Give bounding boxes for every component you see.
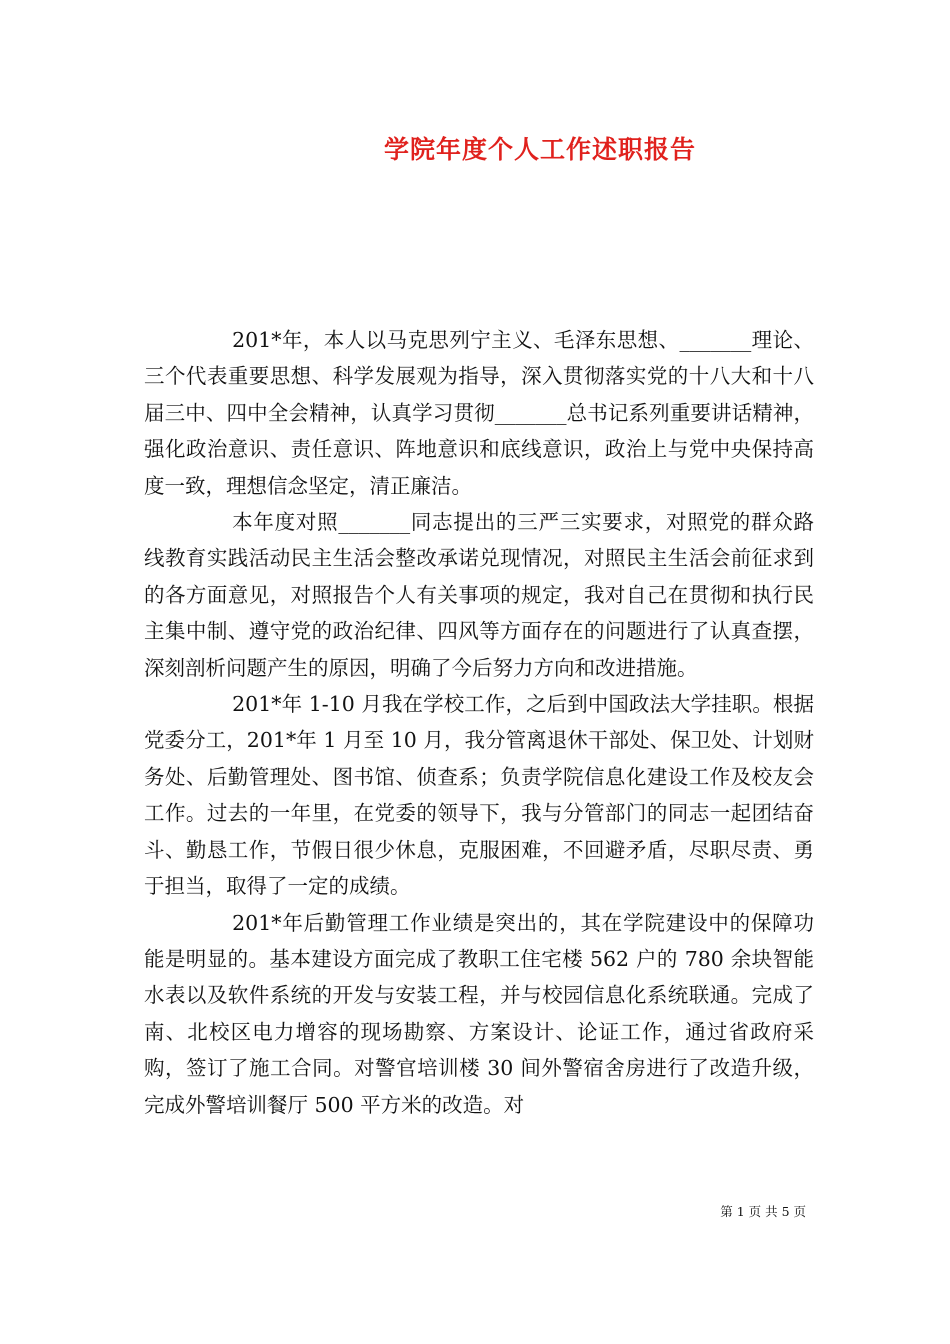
paragraph-2: 本年度对照_______同志提出的三严三实要求，对照党的群众路线教育实践活动民主生活会整改承诺兑现情况，对照民主生活会前征求到的各方面意见，对照报告个人有关事项的规定，我对自己在贯彻和执行民主集中制、遵守党的政治纪律、四风等方面存在的问题进行了认真查摆，深刻剖析问题产生的原因，明确了今后努力方向和改进措施。 (144, 510, 814, 680)
paragraph-4: 201*年后勤管理工作业绩是突出的，其在学院建设中的保障功能是明显的。基本建设方面完成了教职工住宅楼 562 户的 780 余块智能水表以及软件系统的开发与安装工程，并与校园信息化系统联通。完成了南、北校区电力增容的现场勘察、方案设计、论证工作，通过省政府采购，签订了施工合同。对警官培训楼 30 间外警宿舍房进行了改造升级，完成外警培训餐厅 500 平方米的改造。对 (144, 910, 814, 1117)
document-body (144, 322, 814, 1123)
page-number: 第 1 页 共 5 页 (720, 1204, 806, 1219)
paragraph-3: 201*年 1-10 月我在学校工作，之后到中国政法大学挂职。根据党委分工，201*年 1 月至 10 月，我分管离退休干部处、保卫处、计划财务处、后勤管理处、图书馆、侦查系；负责学院信息化建设工作及校友会工作。过去的一年里，在党委的领导下，我与分管部门的同志一起团结奋斗、勤恳工作，节假日很少休息，克服困难，不回避矛盾，尽职尽责、勇于担当，取得了一定的成绩。 (144, 692, 814, 899)
paragraph-1: 201*年，本人以马克思列宁主义、毛泽东思想、_______理论、三个代表重要思想、科学发展观为指导，深入贯彻落实党的十八大和十八届三中、四中全会精神，认真学习贯彻_______总书记系列重要讲话精神，强化政治意识、责任意识、阵地意识和底线意识，政治上与党中央保持高度一致，理想信念坚定，清正廉洁。 (144, 328, 814, 498)
document-title: 学院年度个人工作述职报告 (383, 135, 696, 164)
